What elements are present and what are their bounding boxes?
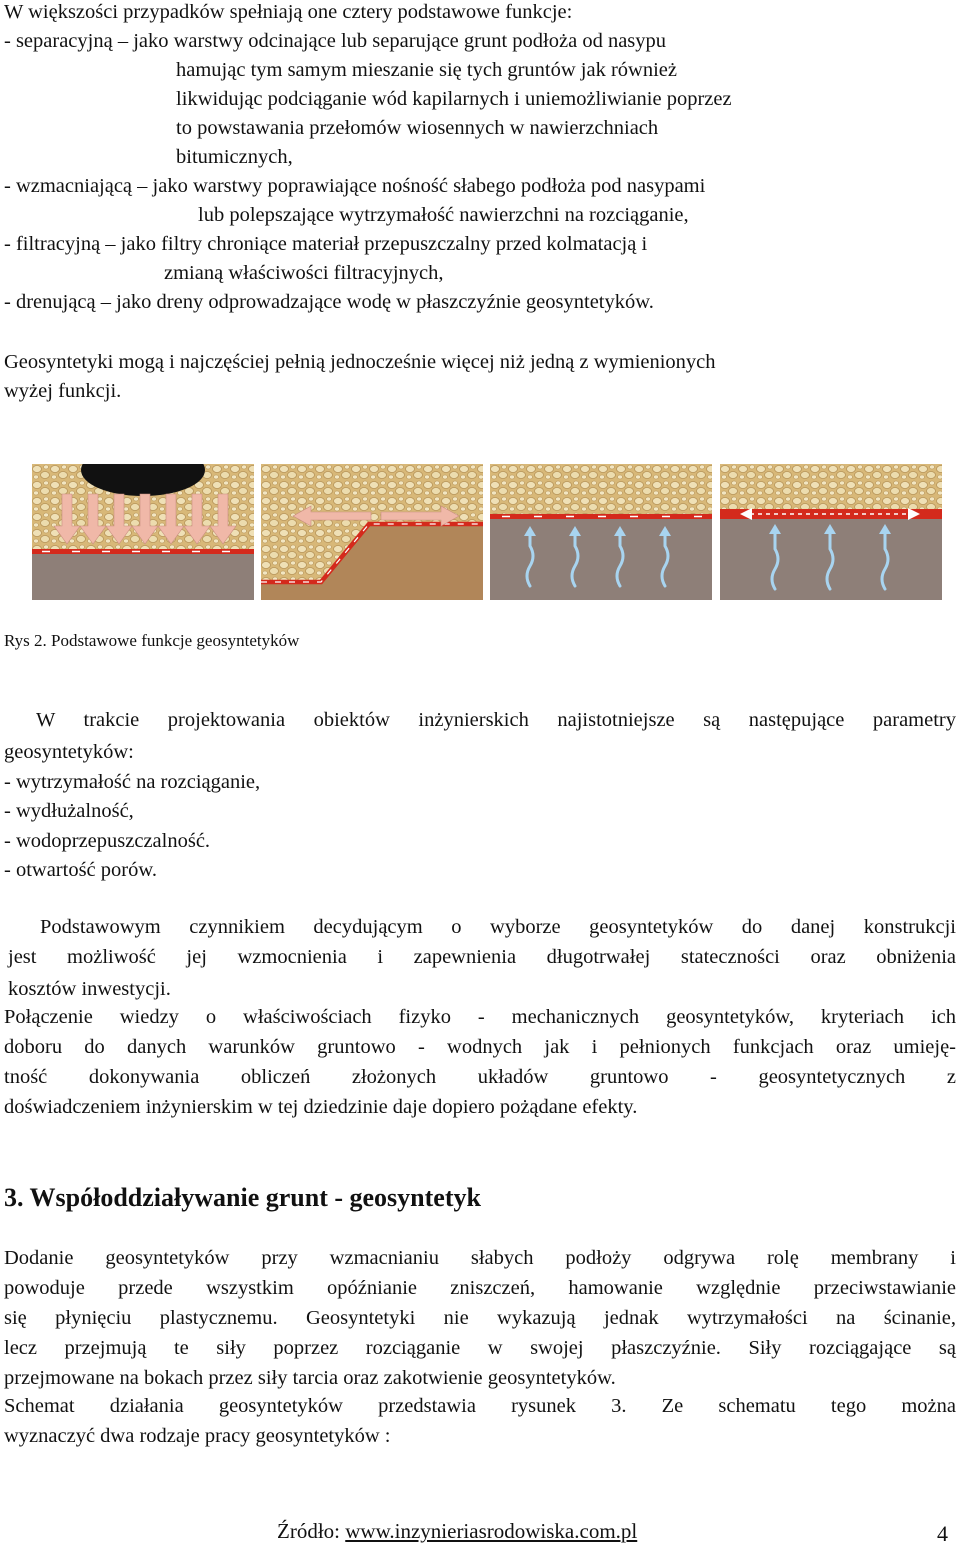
- function-separation: - separacyjną – jako warstwy odcinające lub separujące grunt podłoża od nasypu: [4, 30, 667, 52]
- paragraph-line: lecz przejmują te siły poprzez rozciąganie w swojej płaszczyźnie. Siły rozciągające są: [4, 1337, 956, 1359]
- param-item: - wodoprzepuszczalność.: [4, 830, 211, 852]
- paragraph-line: wyznaczyć dwa rodzaje pracy geosyntetyków :: [4, 1425, 391, 1447]
- paragraph-line: Schemat działania geosyntetyków przedstawia rysunek 3. Ze schematu tego można: [4, 1395, 956, 1417]
- paragraph-line: kosztów inwestycji.: [8, 978, 171, 1000]
- paragraph-line: doboru do danych warunków gruntowo - wodnych jak i pełnionych funkcjach oraz umieję-: [4, 1036, 956, 1058]
- param-item: - wytrzymałość na rozciąganie,: [4, 771, 261, 793]
- figure-caption: Rys 2. Podstawowe funkcje geosyntetyków: [4, 631, 300, 650]
- paragraph-line: się płynięciu plastycznemu. Geosyntetyki nie wykazują jednak wytrzymałości na ścinanie,: [4, 1307, 956, 1329]
- figure-drainage-panel: [720, 464, 942, 600]
- footer-link[interactable]: www.inzynieriasrodowiska.com.pl: [345, 1519, 638, 1543]
- params-intro-text: geosyntetyków:: [4, 741, 134, 763]
- function-reinforcement-cont: lub polepszające wytrzymałość nawierzchni na rozciąganie,: [198, 204, 689, 226]
- paragraph-line: jest możliwość jej wzmocnienia i zapewnienia długotrwałej stateczności oraz obniżenia: [8, 946, 956, 968]
- paragraph-line: przejmowane na bokach przez siły tarcia oraz zakotwienie geosyntetyków.: [4, 1367, 616, 1389]
- footer-source: [277, 1519, 637, 1543]
- paragraph-line: tność dokonywania obliczeń złożonych układów gruntowo - geosyntetycznych z: [4, 1066, 956, 1088]
- function-separation-cont: bitumicznych,: [176, 146, 293, 168]
- multi-function-text: Geosyntetyki mogą i najczęściej pełnią jednocześnie więcej niż jedną z wymienionych: [4, 351, 716, 373]
- function-filtration-cont: zmianą właściwości filtracyjnych,: [164, 262, 444, 284]
- function-separation-cont: likwidując podciąganie wód kapilarnych i uniemożliwianie poprzez: [176, 88, 732, 110]
- figure-reinforcement-panel: [261, 464, 483, 600]
- footer-label: Źródło:: [277, 1519, 346, 1543]
- multi-function-text: wyżej funkcji.: [4, 380, 122, 402]
- function-filtration: - filtracyjną – jako filtry chroniące materiał przepuszczalny przed kolmatacją i: [4, 233, 648, 255]
- intro-text: W większości przypadków spełniają one cztery podstawowe funkcje:: [4, 1, 573, 23]
- paragraph-line: doświadczeniem inżynierskim w tej dziedzinie daje dopiero pożądane efekty.: [4, 1096, 638, 1118]
- function-reinforcement: - wzmacniającą – jako warstwy poprawiające nośność słabego podłoża pod nasypami: [4, 175, 706, 197]
- params-intro-text: W trakcie projektowania obiektów inżynierskich najistotniejsze są następujące parametry: [36, 709, 956, 731]
- page-number: 4: [937, 1521, 948, 1546]
- paragraph-line: Dodanie geosyntetyków przy wzmacnianiu słabych podłoży odgrywa rolę membrany i: [4, 1247, 956, 1269]
- paragraph-line: Podstawowym czynnikiem decydującym o wyborze geosyntetyków do danej konstrukcji: [40, 916, 956, 938]
- figure-separation-panel: [32, 464, 254, 600]
- function-drainage: - drenującą – jako dreny odprowadzające wodę w płaszczyźnie geosyntetyków.: [4, 291, 654, 313]
- figure-filtration-panel: [490, 464, 712, 600]
- param-item: - wydłużalność,: [4, 800, 134, 822]
- function-separation-cont: to powstawania przełomów wiosennych w nawierzchniach: [176, 117, 659, 139]
- section-heading: 3. Współoddziaływanie grunt - geosyntetyk: [4, 1183, 481, 1212]
- paragraph-line: Połączenie wiedzy o właściwościach fizyko - mechanicznych geosyntetyków, kryteriach ich: [4, 1006, 956, 1028]
- paragraph-line: powoduje przede wszystkim opóźnianie zniszczeń, hamowanie względnie przeciwstawianie: [4, 1277, 956, 1299]
- function-separation-cont: hamując tym samym mieszanie się tych gruntów jak również: [176, 59, 677, 81]
- param-item: - otwartość porów.: [4, 859, 157, 881]
